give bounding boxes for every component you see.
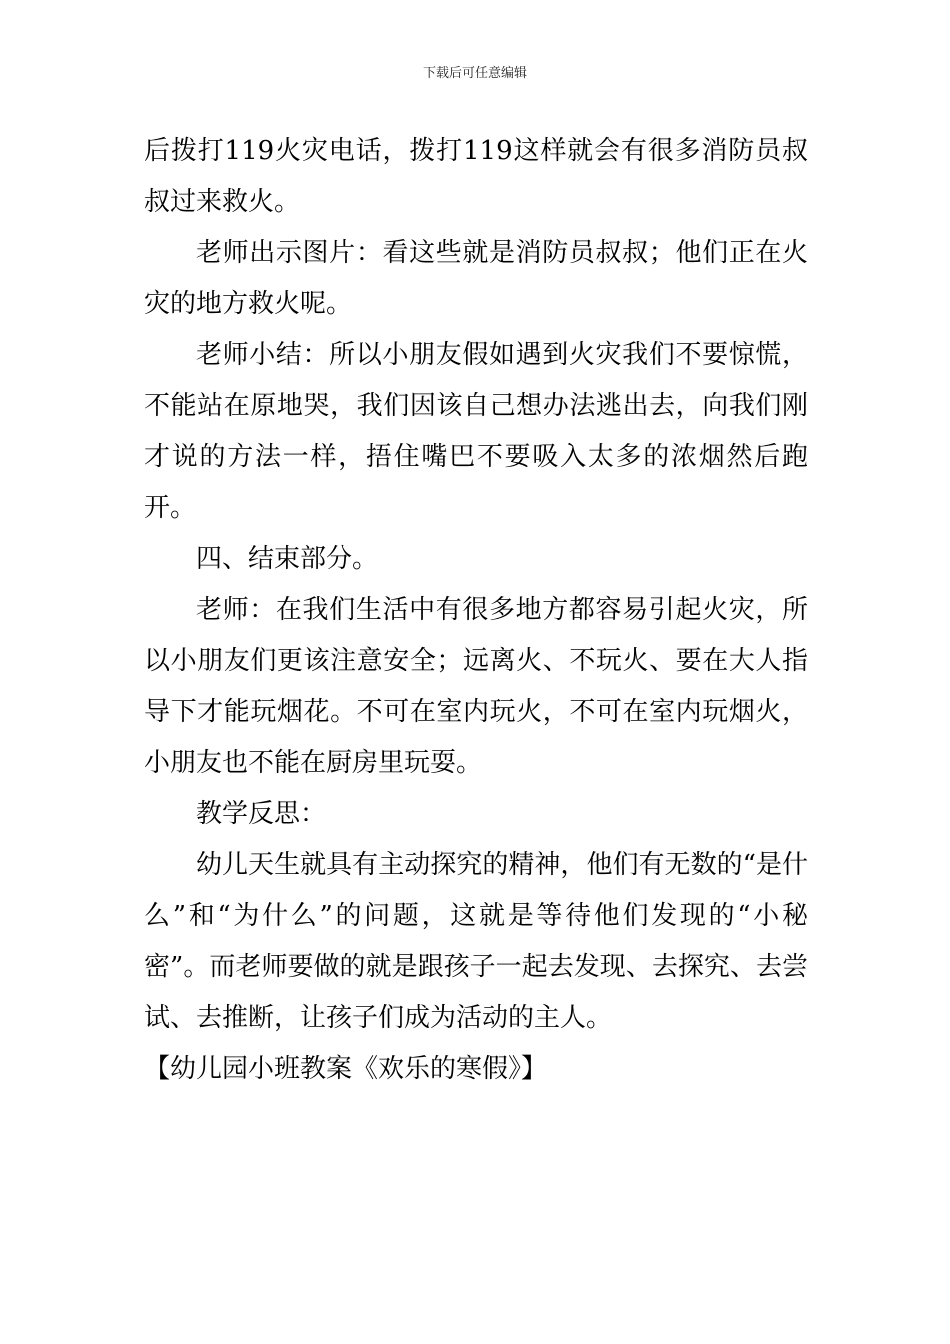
- section-heading-ending: 四、结束部分。: [196, 544, 379, 574]
- document-body: [144, 126, 808, 1095]
- next-lesson-title: 【幼儿园小班教案《欢乐的寒假》】: [144, 1054, 548, 1084]
- section-heading-reflection: 教学反思：: [196, 799, 327, 829]
- page-header: 下载后可任意编辑: [422, 66, 527, 81]
- paragraph-teacher-summary: 老师小结：所以小朋友假如遇到火灾我们不要惊慌，不能站在原地哭，我们因该自己想办法逃出去，向我们刚才说的方法一样，捂住嘴巴不要吸入太多的浓烟然后跑开。: [144, 340, 808, 523]
- paragraph-reflection: 幼儿天生就具有主动探究的精神，他们有无数的“是什么”和“为什么”的问题，这就是等待他们发现的“小秘密”。而老师要做的就是跟孩子一起去发现、去探究、去尝试、去推断，让孩子们成为活动的主人。: [144, 850, 808, 1033]
- paragraph-teacher-safety: 老师：在我们生活中有很多地方都容易引起火灾，所以小朋友们更该注意安全；远离火、不玩火、要在大人指导下才能玩烟花。不可在室内玩火，不可在室内玩烟火，小朋友也不能在厨房里玩耍。: [144, 595, 808, 778]
- paragraph-teacher-shows-picture: 老师出示图片：看这些就是消防员叔叔；他们正在火灾的地方救火呢。: [144, 238, 808, 319]
- paragraph-continuation: 后拨打119火灾电话，拨打119这样就会有很多消防员叔叔过来救火。: [144, 136, 808, 217]
